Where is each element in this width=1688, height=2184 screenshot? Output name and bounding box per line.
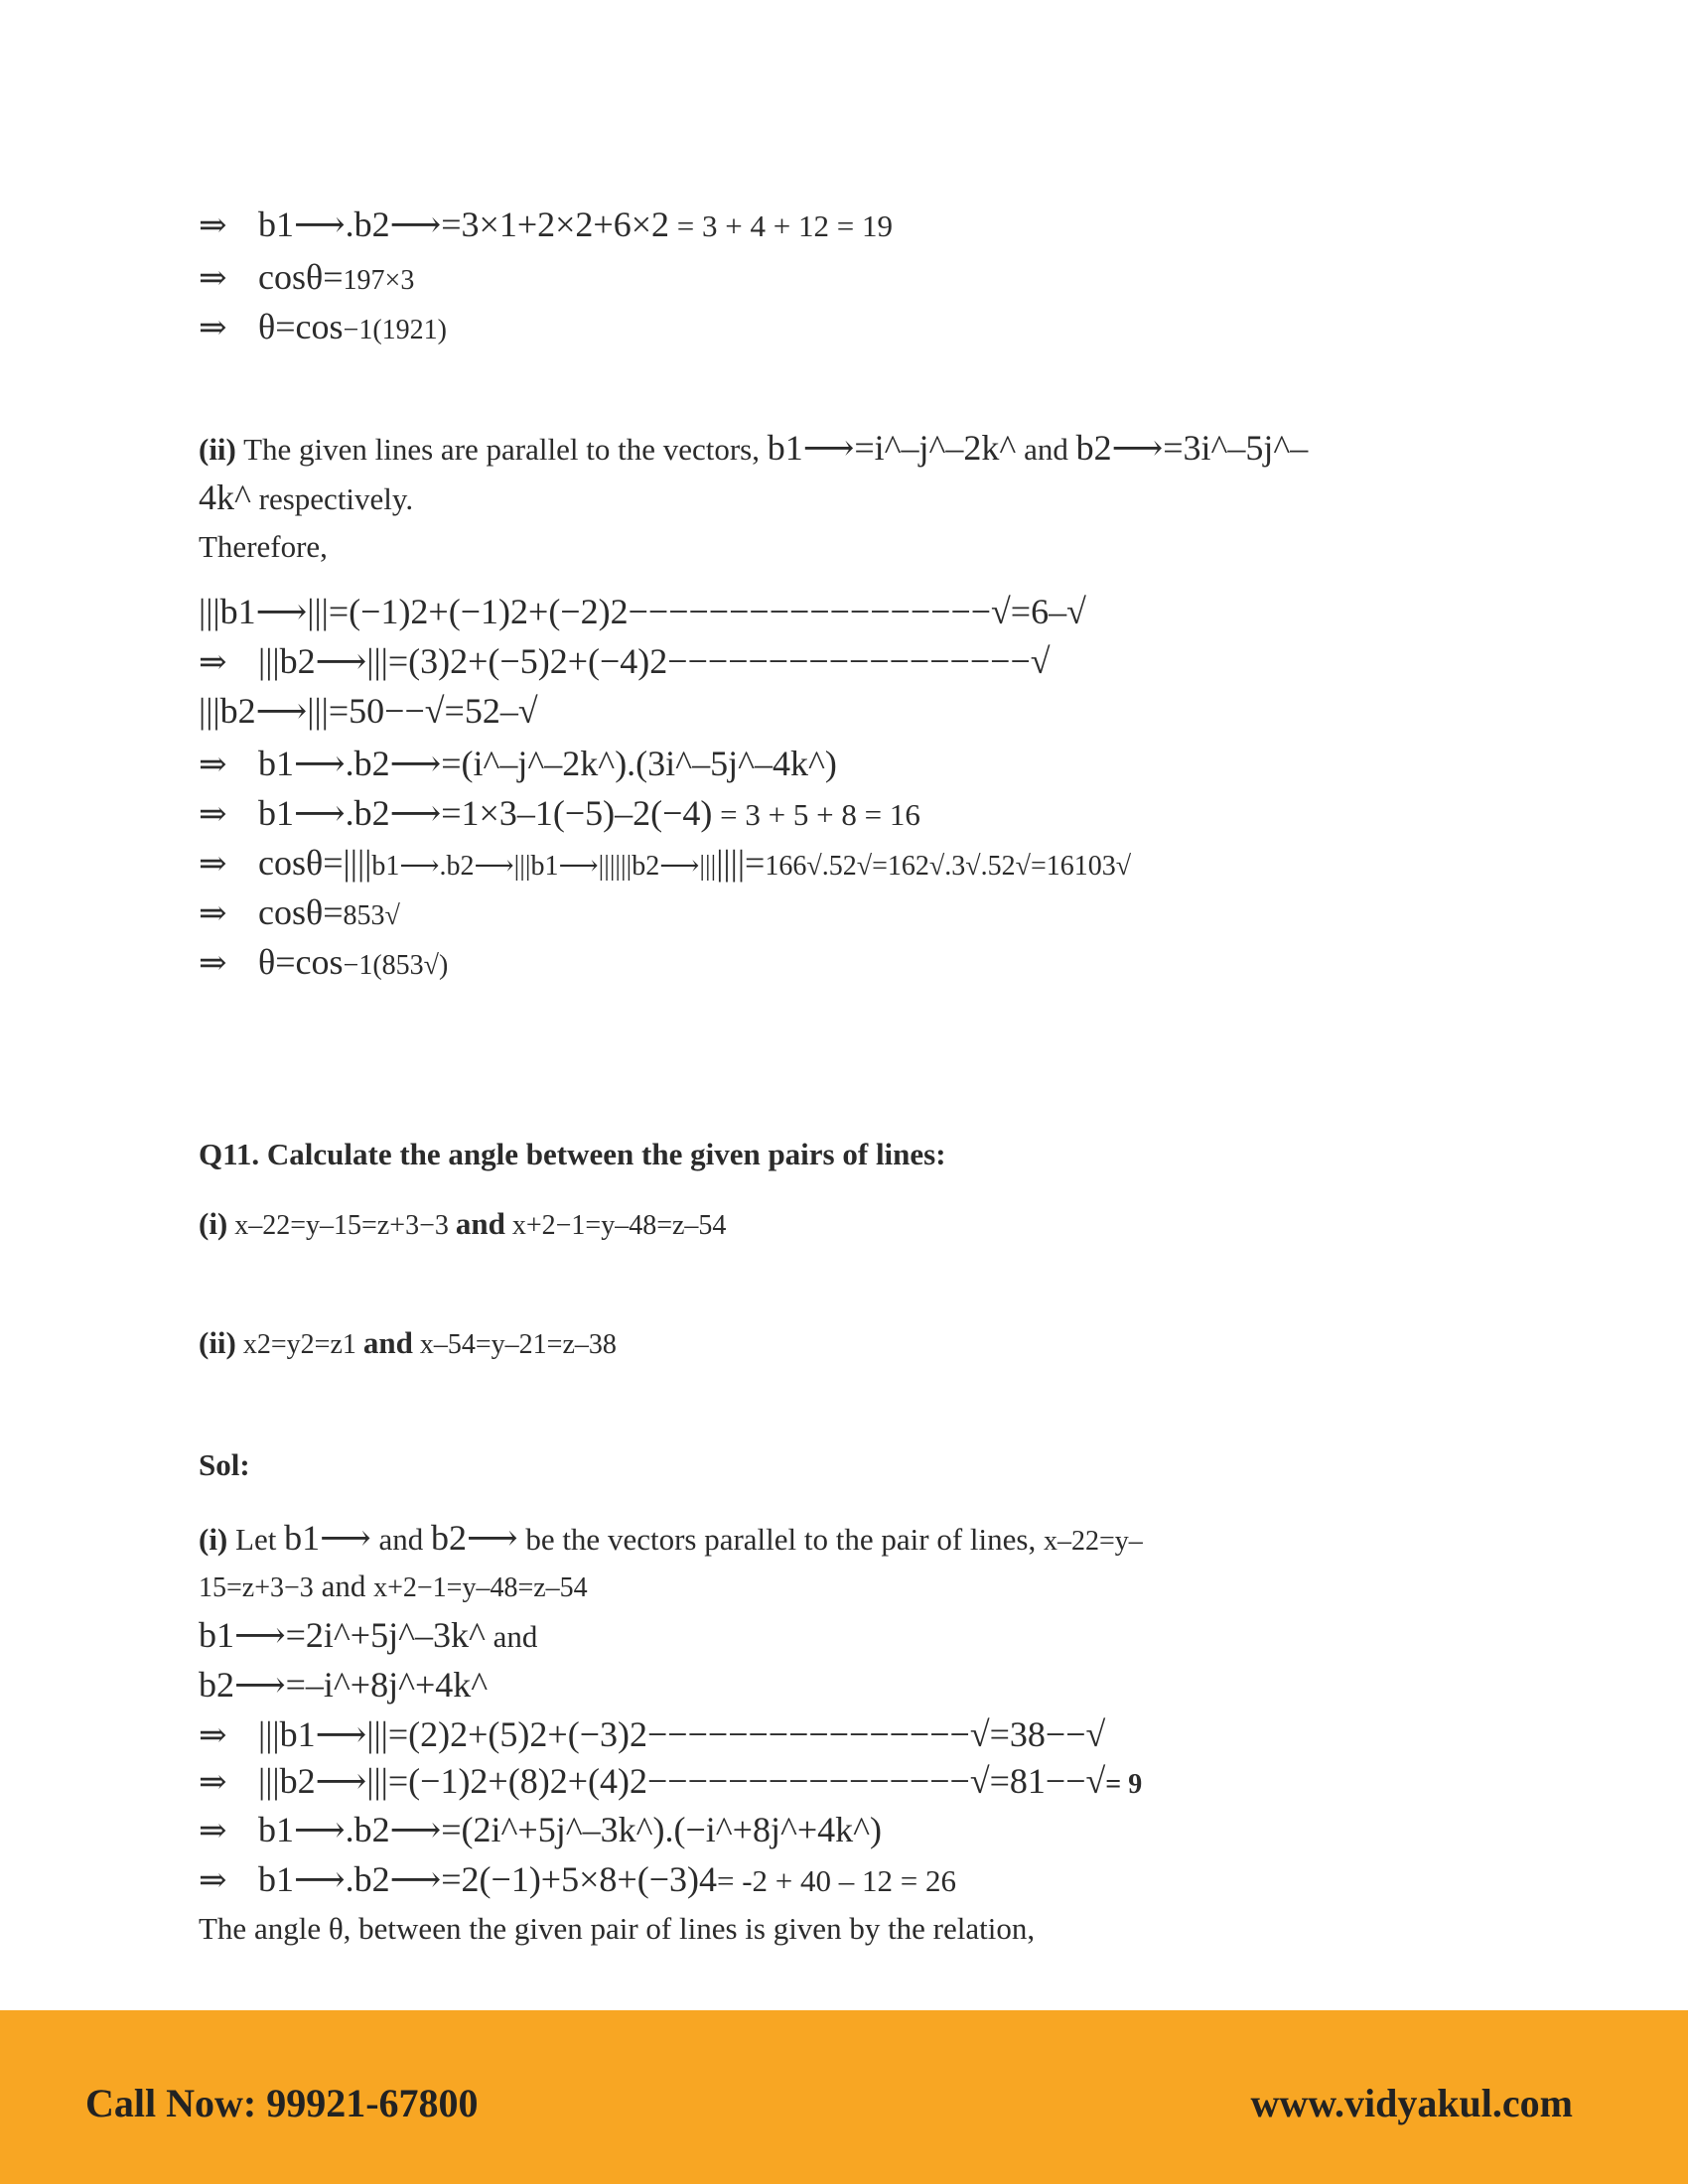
implies-symbol: ⇒	[199, 260, 227, 297]
equation-line: ⇒ |||b2⟶|||=(−1)2+(8)2+(4)2−−−−−−−−−−−−−−−−√=81−−√= 9	[199, 1761, 1143, 1801]
implies-symbol: ⇒	[199, 1764, 227, 1801]
paragraph: The angle θ, between the given pair of lines is given by the relation,	[199, 1911, 1036, 1946]
question-title: Q11. Calculate the angle between the given pairs of lines:	[199, 1137, 946, 1171]
equation-line: |||b2⟶|||=50−−√=52–√	[199, 691, 538, 731]
equation-line: ⇒ b1⟶.b2⟶=2(−1)+5×8+(−3)4= -2 + 40 – 12 = 26	[199, 1859, 957, 1899]
equation-line: ⇒ |||b2⟶|||=(3)2+(−5)2+(−4)2−−−−−−−−−−−−−−−−−−√	[199, 641, 1051, 681]
paragraph: 15=z+3−3 and x+2−1=y–48=z–54	[199, 1569, 588, 1603]
implies-symbol: ⇒	[199, 310, 227, 346]
paragraph: 4k^ respectively.	[199, 478, 414, 517]
website-link[interactable]: www.vidyakul.com	[1250, 2081, 1573, 2125]
footer-bar	[0, 2010, 1688, 2184]
implies-symbol: ⇒	[199, 895, 227, 932]
question-part: (i) x–22=y–15=z+3−3 and x+2−1=y–48=z–54	[199, 1206, 727, 1241]
equation-line: ⇒ b1⟶.b2⟶=1×3–1(−5)–2(−4) = 3 + 5 + 8 = 16	[199, 793, 920, 833]
equation-line: ⇒ cosθ=||||b1⟶.b2⟶|||b1⟶||||||b2⟶|||||||=166√.52√=162√.3√.52√=16103√	[199, 843, 1132, 883]
equation-line: ⇒ b1⟶.b2⟶=(2i^+5j^–3k^).(−i^+8j^+4k^)	[199, 1810, 883, 1849]
equation-line: b2⟶=–i^+8j^+4k^	[199, 1665, 489, 1705]
implies-symbol: ⇒	[199, 945, 227, 982]
implies-symbol: ⇒	[199, 1813, 227, 1849]
equation-line: b1⟶=2i^+5j^–3k^ and	[199, 1615, 538, 1655]
implies-symbol: ⇒	[199, 644, 227, 681]
implies-symbol: ⇒	[199, 1717, 227, 1754]
equation-line: ⇒ b1⟶.b2⟶=3×1+2×2+6×2 = 3 + 4 + 12 = 19	[199, 205, 893, 244]
paragraph: (ii) The given lines are parallel to the vectors, b1⟶=i^–j^–2k^ and b2⟶=3i^–5j^–	[199, 428, 1309, 468]
solution-heading: Sol:	[199, 1447, 250, 1482]
implies-symbol: ⇒	[199, 796, 227, 833]
implies-symbol: ⇒	[199, 846, 227, 883]
equation-line: ⇒ cosθ=853√	[199, 892, 400, 932]
equation-line: ⇒ b1⟶.b2⟶=(i^–j^–2k^).(3i^–5j^–4k^)	[199, 744, 837, 783]
call-now-text: Call Now: 99921-67800	[85, 2081, 479, 2125]
equation-line: ⇒ θ=cos−1(1921)	[199, 307, 447, 346]
equation-line: |||b1⟶|||=(−1)2+(−1)2+(−2)2−−−−−−−−−−−−−−−−−−√=6–√	[199, 592, 1086, 631]
paragraph: (i) Let b1⟶ and b2⟶ be the vectors parallel to the pair of lines, x–22=y–	[199, 1518, 1143, 1558]
equation-line: ⇒ |||b1⟶|||=(2)2+(5)2+(−3)2−−−−−−−−−−−−−−−−√=38−−√	[199, 1714, 1106, 1754]
question-part: (ii) x2=y2=z1 and x–54=y–21=z–38	[199, 1325, 617, 1360]
equation-line: ⇒ cosθ=197×3	[199, 257, 415, 297]
implies-symbol: ⇒	[199, 747, 227, 783]
implies-symbol: ⇒	[199, 1862, 227, 1899]
implies-symbol: ⇒	[199, 207, 227, 244]
equation-line: ⇒ θ=cos−1(853√)	[199, 942, 449, 982]
therefore-text: Therefore,	[199, 529, 328, 564]
